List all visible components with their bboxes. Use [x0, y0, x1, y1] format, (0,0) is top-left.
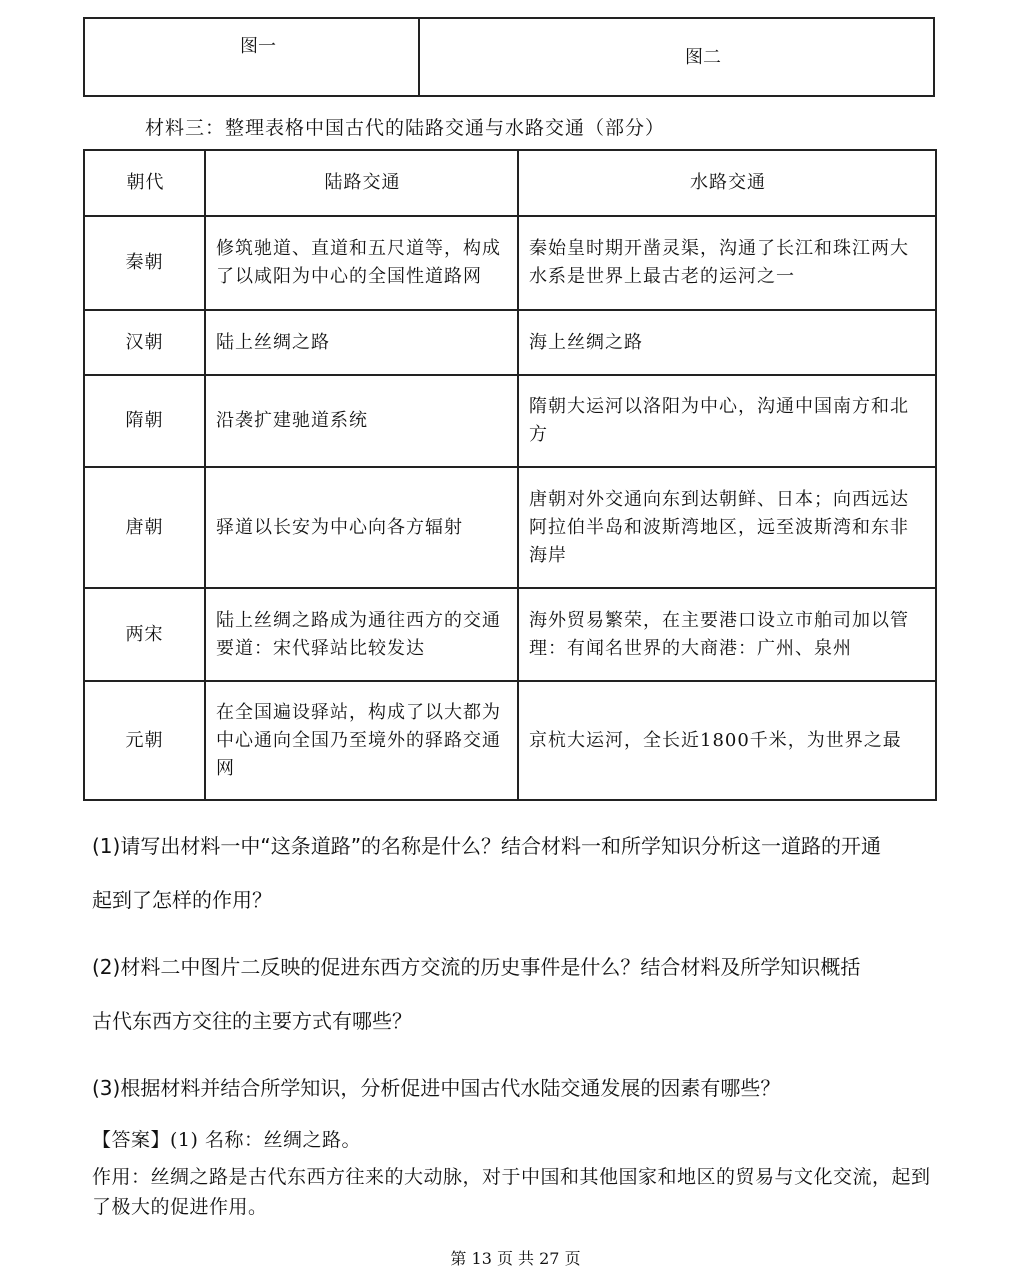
question-1-line-1: (1)请写出材料一中“这条道路”的名称是什么？结合材料一和所学知识分析这一道路的开通	[92, 834, 882, 858]
water-cell: 唐朝对外交通向东到达朝鲜、日本；向西远达阿拉伯半岛和波斯湾地区，远至波斯湾和东非海岸	[518, 467, 936, 588]
table-row	[84, 310, 936, 375]
material-three-caption: 材料三：整理表格中国古代的陆路交通与水路交通（部分）	[145, 117, 666, 139]
question-2-line-2: 古代东西方交往的主要方式有哪些？	[92, 1009, 412, 1033]
dynasty-cell: 唐朝	[84, 467, 205, 588]
table-row	[84, 375, 936, 467]
dynasty-cell: 秦朝	[84, 216, 205, 310]
water-cell: 秦始皇时期开凿灵渠，沟通了长江和珠江两大水系是世界上最古老的运河之一	[518, 216, 936, 310]
table-row	[84, 681, 936, 800]
water-cell: 京杭大运河，全长近1800千米，为世界之最	[518, 681, 936, 800]
water-cell: 隋朝大运河以洛阳为中心，沟通中国南方和北方	[518, 375, 936, 467]
question-1-line-2: 起到了怎样的作用？	[92, 888, 272, 912]
table-header-row	[84, 150, 936, 216]
figure-two-cell	[420, 19, 933, 95]
dynasty-cell: 隋朝	[84, 375, 205, 467]
figure-placeholder-table	[83, 17, 935, 97]
question-2-line-1: (2)材料二中图片二反映的促进东西方交流的历史事件是什么？结合材料及所学知识概括	[92, 955, 861, 979]
answer-heading: 【答案】(1) 名称：丝绸之路。	[92, 1129, 361, 1151]
land-cell: 在全国遍设驿站，构成了以大都为中心通向全国乃至境外的驿路交通网	[205, 681, 518, 800]
header-water: 水路交通	[518, 150, 936, 216]
land-cell: 修筑驰道、直道和五尺道等，构成了以咸阳为中心的全国性道路网	[205, 216, 518, 310]
land-cell: 陆上丝绸之路	[205, 310, 518, 375]
dynasty-cell: 汉朝	[84, 310, 205, 375]
dynasty-cell: 两宋	[84, 588, 205, 681]
page-footer: 第 13 页 共 27 页	[450, 1249, 581, 1268]
question-3: (3)根据材料并结合所学知识，分析促进中国古代水陆交通发展的因素有哪些？	[92, 1076, 781, 1100]
table-row	[84, 467, 936, 588]
transport-table	[83, 149, 937, 801]
answer-explanation: 作用：丝绸之路是古代东西方往来的大动脉，对于中国和其他国家和地区的贸易与文化交流，起到了极大的促进作用。	[92, 1166, 931, 1218]
dynasty-cell: 元朝	[84, 681, 205, 800]
land-cell: 陆上丝绸之路成为通往西方的交通要道：宋代驿站比较发达	[205, 588, 518, 681]
water-cell: 海上丝绸之路	[518, 310, 936, 375]
figure-one-label: 图一	[240, 36, 276, 57]
table-row	[84, 216, 936, 310]
land-cell: 驿道以长安为中心向各方辐射	[205, 467, 518, 588]
figure-one-cell	[85, 19, 420, 95]
header-land: 陆路交通	[205, 150, 518, 216]
table-row	[84, 588, 936, 681]
water-cell: 海外贸易繁荣，在主要港口设立市舶司加以管理：有闻名世界的大商港：广州、泉州	[518, 588, 936, 681]
header-dynasty: 朝代	[84, 150, 205, 216]
land-cell: 沿袭扩建驰道系统	[205, 375, 518, 467]
figure-two-label: 图二	[685, 47, 721, 68]
